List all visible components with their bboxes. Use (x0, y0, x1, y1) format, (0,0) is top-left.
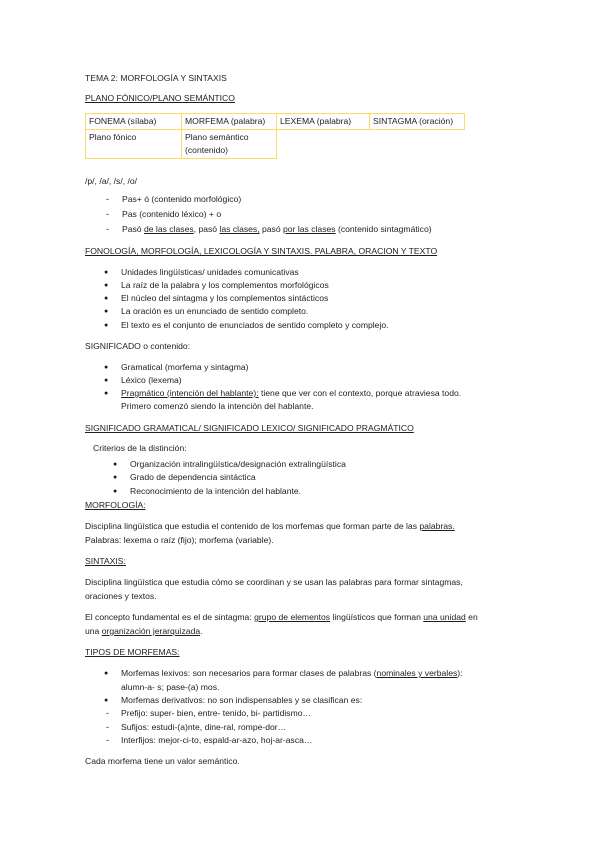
text-line (121, 722, 286, 733)
text-segment: Morfemas lexivos: son necesarios para formar clases de palabras ( (121, 668, 377, 678)
text-segment: , pasó (193, 224, 220, 234)
text-line (121, 320, 389, 331)
text-segment: oraciones y textos. (85, 591, 157, 601)
text-line (85, 246, 437, 257)
bullet-icon: ● (104, 295, 109, 302)
text-line (85, 176, 137, 187)
text-segment: Disciplina lingüística que estudia cómo se coordinan y se usan las palabras para formar sintagmas, (85, 577, 463, 587)
text-line (85, 591, 157, 602)
text-line (121, 375, 182, 386)
text-line (121, 668, 463, 679)
table-row (86, 130, 465, 159)
text-segment: ): (457, 668, 463, 678)
bullet-icon: ● (104, 269, 109, 276)
text-line (130, 486, 301, 497)
dash-icon: - (106, 722, 109, 732)
underlined-text: MORFOLOGÍA: (85, 500, 146, 510)
text-segment: El texto es el conjunto de enunciados de sentido completo y complejo. (121, 320, 389, 330)
text-segment: Pasó (122, 224, 144, 234)
text-line (85, 535, 274, 546)
dash-icon: - (106, 735, 109, 745)
text-segment: SIGNIFICADO o contenido: (85, 341, 191, 351)
bullet-icon: ● (104, 377, 109, 384)
text-segment: Cada morfema tiene un valor semántico. (85, 756, 240, 766)
underlined-text: SIGNIFICADO GRAMATICAL/ SIGNIFICADO LEXICO/ SIGNIFICADO PRAGMÁTICO (85, 423, 414, 433)
text-line (121, 388, 461, 399)
text-segment: Interfijos: mejor-ci-to, espald-ar-azo, hoj-ar-asca… (121, 735, 313, 745)
underlined-text: Pragmático (intención del hablante): (121, 388, 259, 398)
text-segment: Criterios de la distinción: (93, 443, 187, 453)
text-segment: alumn-a- s; pase-(a) mos. (121, 682, 220, 692)
text-segment: lingüísticos que forman (330, 612, 424, 622)
text-line (85, 521, 455, 532)
text-line (121, 280, 329, 291)
text-segment: Sufijos: estudi-(a)nte, dine-ral, rompe-dor… (121, 722, 287, 732)
text-line (122, 194, 241, 205)
text-segment: Reconocimiento de la intención del hablante. (130, 486, 302, 496)
text-line (85, 556, 126, 567)
section-heading-planos: PLANO FÓNICO/PLANO SEMÁNTICO (85, 93, 235, 103)
bullet-icon: ● (104, 308, 109, 315)
text-line (85, 500, 146, 511)
bullet-icon: ● (104, 364, 109, 371)
text-segment: Disciplina lingüística que estudia el contenido de los morfemas que forman parte de las (85, 521, 420, 531)
text-line (121, 306, 308, 317)
bullet-icon: ● (104, 322, 109, 329)
text-segment: La raíz de la palabra y los complementos morfológicos (121, 280, 329, 290)
underlined-text: una unidad (423, 612, 466, 622)
text-line (121, 708, 311, 719)
text-line (85, 577, 463, 588)
bullet-icon: ● (104, 697, 109, 704)
underlined-text: las clases, (219, 224, 260, 234)
text-line (121, 293, 328, 304)
cell-line: Plano semántico (185, 132, 249, 142)
table-cell (182, 130, 277, 159)
underlined-text: de las clases (143, 224, 194, 234)
underlined-text: nominales y verbales (376, 668, 458, 678)
table-cell: Plano fónico (86, 130, 182, 159)
text-segment: El concepto fundamental es el de sintagma: (85, 612, 255, 622)
text-line (85, 341, 190, 352)
planos-table (85, 113, 465, 159)
document-title: TEMA 2: MORFOLOGÍA Y SINTAXIS (85, 73, 227, 83)
text-line (85, 756, 240, 767)
underlined-text: FONOLOGÍA, MORFOLOGÍA, LEXICOLOGÍA Y SINTAXIS. PALABRA, ORACION Y TEXTO (85, 246, 438, 256)
table-cell: LEXEMA (palabra) (277, 114, 370, 130)
underlined-text: organización jerarquizada (101, 626, 201, 636)
text-segment: Organización intralingüística/designación extralingüística (130, 459, 346, 469)
text-segment: Primero comenzó siendo la intención del hablante. (121, 401, 314, 411)
text-segment: Palabras: lexema o raíz (fijo); morfema (variable). (85, 535, 274, 545)
text-line (85, 612, 478, 623)
text-segment: tiene que ver con el contexto, porque atraviesa todo. (258, 388, 462, 398)
text-segment: pasó (259, 224, 284, 234)
text-line (130, 472, 256, 483)
text-line (85, 647, 180, 658)
text-segment: Pas (contenido léxico) + o (122, 209, 222, 219)
underlined-text: SINTAXIS: (85, 556, 126, 566)
cell-line: (contenido) (185, 145, 228, 155)
table-cell: MORFEMA (palabra) (182, 114, 277, 130)
underlined-text: grupo de elementos (254, 612, 331, 622)
dash-icon: - (106, 209, 109, 219)
text-segment: Unidades lingüísticas/ unidades comunicativas (121, 267, 299, 277)
table-cell: FONEMA (sílaba) (86, 114, 182, 130)
text-line (85, 423, 414, 434)
bullet-icon: ● (113, 474, 118, 481)
text-line (121, 682, 219, 693)
text-segment: El núcleo del sintagma y los complementos sintácticos (121, 293, 329, 303)
text-line (85, 626, 203, 637)
text-line (130, 459, 346, 470)
text-segment: Léxico (lexema) (121, 375, 182, 385)
text-segment: en (465, 612, 478, 622)
text-segment: /p/, /a/, /s/, /o/ (85, 176, 138, 186)
table-cell: SINTAGMA (oración) (370, 114, 465, 130)
text-segment: Prefijo: super- bien, entre- tenido, bi- partidismo… (121, 708, 312, 718)
bullet-icon: ● (104, 390, 109, 397)
text-line (121, 267, 299, 278)
dash-icon: - (106, 194, 109, 204)
underlined-text: por las clases (283, 224, 336, 234)
text-line (122, 224, 432, 235)
bullet-icon: ● (104, 282, 109, 289)
dash-icon: - (106, 224, 109, 234)
bullet-icon: ● (104, 670, 109, 677)
text-segment: . (200, 626, 203, 636)
text-segment: Gramatical (morfema y sintagma) (121, 362, 249, 372)
table-header-row (86, 114, 465, 130)
text-line (121, 695, 362, 706)
bullet-icon: ● (113, 488, 118, 495)
text-segment: Morfemas derivativos: no son indispensables y se clasifican es: (121, 695, 363, 705)
text-line (121, 362, 249, 373)
text-segment: Pas+ ó (contenido morfológico) (122, 194, 242, 204)
bullet-icon: ● (113, 461, 118, 468)
text-line (122, 209, 221, 220)
text-segment: Grado de dependencia sintáctica (130, 472, 256, 482)
text-line (121, 735, 313, 746)
text-segment: una (85, 626, 102, 636)
text-line (93, 443, 187, 454)
dash-icon: - (106, 708, 109, 718)
underlined-text: palabras. (419, 521, 455, 531)
text-segment: La oración es un enunciado de sentido completo. (121, 306, 309, 316)
underlined-text: TIPOS DE MORFEMAS: (85, 647, 180, 657)
text-line (121, 401, 314, 412)
text-segment: (contenido sintagmático) (335, 224, 432, 234)
